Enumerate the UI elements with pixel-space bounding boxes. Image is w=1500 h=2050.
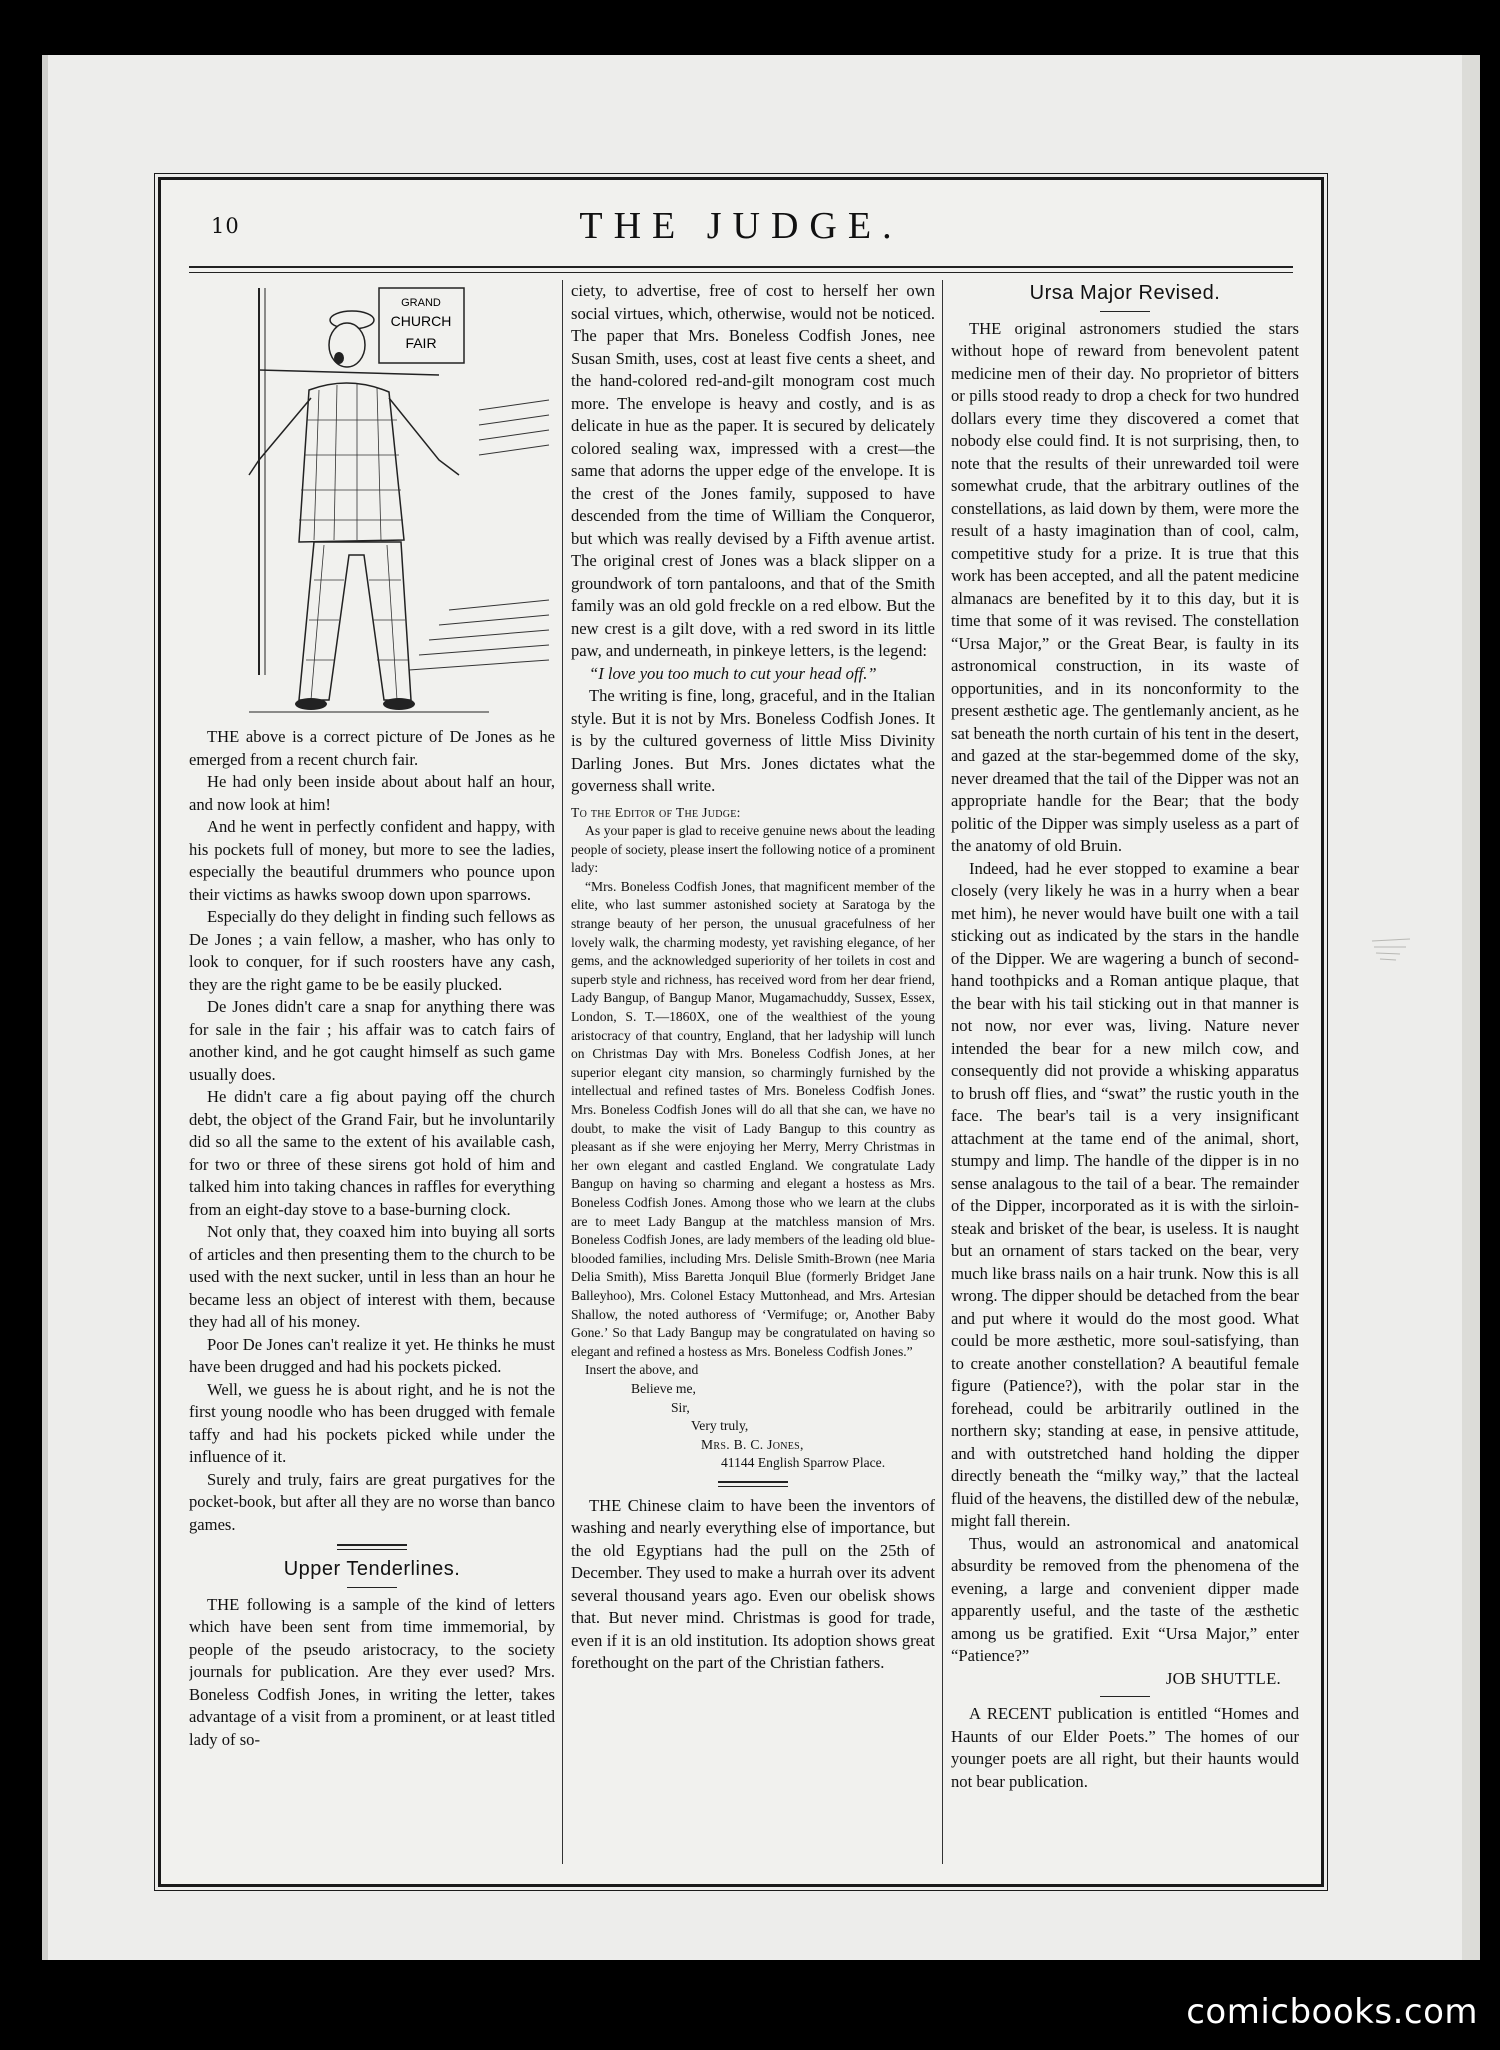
- paragraph: THE Chinese claim to have been the inventors of washing and nearly everything else of importance, but the old Egyptians had the pull on the 25th of December. They used to make a hurrah over its advent several thousand years ago. Even our obelisk shows that. But never mind. Christmas is good for trade, even if it is an old institution. Its adoption shows great forethought on the part of the Christian fathers.: [571, 1495, 935, 1673]
- paragraph: THE above is a correct picture of De Jones as he emerged from a recent church fair.: [189, 727, 555, 769]
- byline: JOB SHUTTLE.: [1165, 1668, 1281, 1688]
- paragraph: ciety, to advertise, free of cost to herself her own social virtues, which, otherwise, would not be noticed. The paper that Mrs. Boneless Codfish Jones, nee Susan Smith, uses, cost at least five cents a sheet, and the hand-colored red-and-gilt monogram cost much more. The envelope is heavy and costly, and is as delicate in hue as the paper. It is secured by delicately colored sealing wax, impressed with a crest—the same that adorns the upper edge of the envelope. It is the crest of the Jones family, supposed to have descended from the time of William the Conqueror, but which was really devised by a Fifth avenue artist. The original crest of Jones was a black slipper on a groundwork of torn pantaloons, and that of the Smith family was an old gold freckle on a red elbow. But the new crest is a gilt dove, with a red sword in its little paw, and underneath, in pinkeye letters, is the legend:: [571, 281, 935, 660]
- column-divider: [562, 280, 563, 1864]
- paragraph: Well, we guess he is about right, and he is not the first young noodle who has been drugged with female taffy and had his pockets picked while under the influence of it.: [189, 1379, 555, 1466]
- sign-line-1: GRAND: [401, 297, 441, 309]
- paragraph: THE following is a sample of the kind of letters which have been sent from time immemorial, by people of the pseudo aristocracy, to the society journals for publication. Are they ever used? Mrs. Boneless Codfish Jones, in writing the letter, takes advantage of a visit from a prominent, or at least titled lady of so-: [189, 1594, 555, 1749]
- letter-paragraph: As your paper is glad to receive genuine news about the leading people of society, please insert the following notice of a prominent lady:: [571, 823, 935, 876]
- paragraph: Surely and truly, fairs are great purgatives for the pocket-book, but after all they are no worse than banco games.: [189, 1469, 555, 1534]
- watermark-text: comicbooks.com: [1186, 1992, 1478, 2032]
- paragraph: Thus, would an astronomical and anatomical absurdity be removed from the phenomena of the evening, a large and convenient dipper made apparently useful, and the taste of the æsthetic among us be gratified. Exit “Ursa Major,” enter “Patience?”: [951, 1533, 1299, 1665]
- paragraph: De Jones didn't care a snap for anything there was for sale in the fair ; his affair was to catch fairs of another kind, and he got caught himself as such game usually does.: [189, 997, 555, 1084]
- section-rule: [718, 1481, 788, 1487]
- letter-address: 41144 English Sparrow Place.: [721, 1455, 886, 1471]
- de-jones-illustration: [189, 280, 555, 720]
- masthead-title: THE JUDGE.: [579, 205, 903, 247]
- smudge-mark: [1370, 935, 1415, 965]
- paragraph: A RECENT publication is entitled “Homes and Haunts of our Elder Poets.” The homes of our younger poets are all right, but their haunts would not bear publication.: [951, 1704, 1299, 1791]
- heading-ursa-major: Ursa Major Revised.: [1029, 282, 1221, 304]
- letter-paragraph: “Mrs. Boneless Codfish Jones, that magnificent member of the elite, who last summer astonished society at Saratoga by the strange beauty of her person, the unusual gracefulness of her lovely walk, the charming modesty, yet ravishing elegance, of her gems, and the acknowledged superiority of her toilets in cost and superb style and richness, has received word from her dear friend, Lady Bangup, of Bangup Manor, Mugamachuddy, Sussex, Essex, London, S. T.—1860X, one of the wealthiest of the young aristocracy of that country, England, that her ladyship will lunch on Christmas Day with Mrs. Boneless Codfish Jones, at her superior elegant city mansion, so charmingly furnished by the intellectual and refined tastes of Mrs. Boneless Codfish Jones. Mrs. Boneless Codfish Jones will do all that she can, we have no doubt, to make the visit of Lady Bangup to this country as pleasant as if she were enjoying her Merry, Merry Christmas in her own elegant and castled England. We congratulate Lady Bangup on having so charming and elegant a hostess as Mrs. Boneless Codfish Jones. Among those who we learn at the clubs are to meet Lady Bangup at the matchless mansion of Mrs. Boneless Codfish Jones, are lady members of the leading old blue-blooded families, including Mrs. Delisle Smith-Brown (nee Maria Delia Smith), Miss Baretta Jonquil Blue (formerly Bridget Jane Balleyhoo), Mrs. Colonel Estacy Muttonhead, and Mrs. Artesian Shallow, the noted authoress of ‘Vermifuge; or, Another Baby Gone.’ So that Lady Bangup may be congratulated on having so elegant and refined a hostess as Mrs. Boneless Codfish Jones.”: [571, 878, 935, 1359]
- column-divider: [942, 280, 943, 1864]
- heading-rule: [347, 1587, 397, 1588]
- letter-signature: Mrs. B. C. Jones,: [701, 1436, 804, 1452]
- paragraph: Especially do they delight in finding such fellows as De Jones ; a vain fellow, a masher, who has only to look to conquer, for if such roosters have any cash, they are the right game to be be easily plucked.: [189, 907, 555, 994]
- page-number: 10: [211, 214, 240, 238]
- paragraph: Poor De Jones can't realize it yet. He thinks he must have been drugged and had his pockets picked.: [189, 1334, 555, 1376]
- paragraph: The writing is fine, long, graceful, and in the Italian style. But it is not by Mrs. Boneless Codfish Jones. It is by the cultured governess of little Miss Divinity Darling Jones. But Mrs. Jones dictates what the governess shall write.: [571, 686, 935, 795]
- letter-closing: Sir,: [671, 1399, 690, 1415]
- header-rule-thin: [189, 272, 1293, 273]
- sign-line-3: FAIR: [405, 335, 437, 351]
- letter-closing: Very truly,: [691, 1418, 749, 1434]
- column-middle: [571, 280, 935, 1864]
- header-rule: [189, 266, 1293, 268]
- letter-salutation: To the Editor of The Judge:: [571, 804, 741, 820]
- paragraph: Not only that, they coaxed him into buying all sorts of articles and then presenting them to the church to be used with the next sucker, until in less than an hour he became less an object of interest with them, because they had all of his money.: [189, 1222, 555, 1331]
- letter-closing: Believe me,: [631, 1380, 696, 1396]
- column-right: [951, 280, 1299, 1864]
- section-rule: [1100, 1696, 1150, 1697]
- section-rule: [337, 1544, 407, 1550]
- crest-legend: “I love you too much to cut your head off.”: [589, 663, 877, 683]
- letter-closing: Insert the above, and: [585, 1362, 699, 1378]
- page-edge: [1462, 55, 1480, 1960]
- paragraph: Indeed, had he ever stopped to examine a bear closely (very likely he was in a hurry when a bear met him), he never would have built one with a tail sticking out as indicated by the stars in the handle of the Dipper. We are wagering a bunch of second-hand toothpicks and a Roman antique plaque, that the bear with his tail sticking out in that manner is not now, nor ever was, living. Nature never intended the bear for a new milch cow, and consequently did not provide a whisking apparatus to brush off flies, and “swat” the rustic youth in the face. The bear's tail is a very insignificant attachment at the tame end of the animal, short, stumpy and limp. The handle of the dipper is in no sense analagous to the tail of a bear. The remainder of the Dipper, incorporated as it is with the sirloin-steak and brisket of the bear, is useless. It is naught but an ornament of stars tacked on the bear, very much like brass nails on a hair trunk. Now this is all wrong. The dipper should be detached from the bear and put where it would do the most good. What could be more æsthetic, more soul-satisfying, than to create another constellation? A beautiful female figure (Patience?), with the polar star in the forehead, could be arbitrarily outlined in the northern sky; standing at ease, in pensive attitude, and with outstretched hand holding the dipper directly beneath the “milky way,” that the lacteal fluid of the heavens, the distilled dew of the nebulæ, might fall therein.: [951, 858, 1299, 1530]
- paragraph: And he went in perfectly confident and happy, with his pockets full of money, but more to see the ladies, especially the beautiful drummers who pounce upon their victims as hawks swoop down upon sparrows.: [189, 817, 555, 904]
- letter-block: [571, 804, 935, 1473]
- sign-line-2: CHURCH: [390, 313, 452, 329]
- page-frame: [158, 177, 1324, 1887]
- paragraph: THE original astronomers studied the stars without hope of reward from benevolent patent medicine men of their day. No proprietor of bitters or pills stood ready to drop a check for two hundred dollars every time they discovered a comet that nobody else could find. It is not surprising, then, to note that the results of their unrewarded toil were somewhat crude, that the arbitrary outlines of the constellations, as laid down by them, were more the result of a hasty imagination than of cool, calm, competitive study for a prize. It is true that this work has been accepted, and all the patent medicine almanacs are benefited by it to this day, but it is time that some of it was revised. The constellation “Ursa Major,” or the Great Bear, is faulty in its astronomical construction, in its waste of opportunities, and in its nonconformity to the present æsthetic age. The gentlemanly ancient, as he sat beneath the north curtain of his tent in the desert, and gazed at the star-begemmed dome of the sky, never dreamed that the tail of the Dipper was not an appropriate handle for the Bear; that the body politic of the Dipper was simply useless as a part of the anatomy of old Bruin.: [951, 318, 1299, 855]
- column-left: [189, 280, 555, 1864]
- paragraph: He didn't care a fig about paying off the church debt, the object of the Grand Fair, but he involuntarily did so all the same to the extent of his available cash, for two or three of these sirens got hold of him and talked him into taking chances in raffles for everything from an eight-day stove to a base-burning clock.: [189, 1087, 555, 1219]
- heading-upper-tenderlines: Upper Tenderlines.: [283, 1558, 461, 1580]
- paragraph: He had only been inside about about half an hour, and now look at him!: [189, 772, 555, 814]
- heading-rule: [1100, 311, 1150, 312]
